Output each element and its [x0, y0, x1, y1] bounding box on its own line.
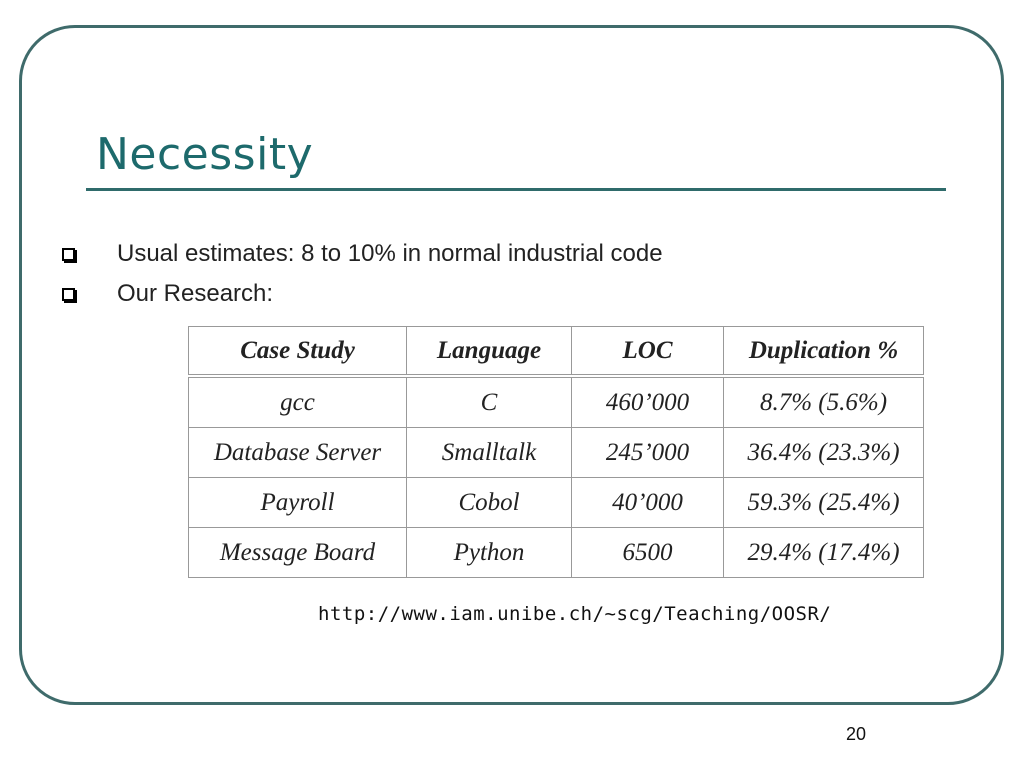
cell-case-study: Database Server — [189, 428, 407, 478]
header-language: Language — [407, 327, 572, 377]
bullet-text: Usual estimates: 8 to 10% in normal industrial code — [117, 240, 663, 267]
cell-loc: 40’000 — [572, 478, 724, 528]
slide-title: Necessity — [96, 129, 314, 180]
header-duplication: Duplication % — [724, 327, 924, 377]
bullet-text: Our Research: — [117, 280, 274, 307]
cell-duplication: 8.7% (5.6%) — [724, 376, 924, 428]
cell-language: Cobol — [407, 478, 572, 528]
cell-duplication: 36.4% (23.3%) — [724, 428, 924, 478]
checkbox-bullet-icon — [62, 248, 75, 261]
bullet-list — [62, 234, 663, 314]
title-divider — [86, 188, 946, 191]
cell-loc: 245’000 — [572, 428, 724, 478]
table-row — [189, 528, 924, 578]
cell-loc: 6500 — [572, 528, 724, 578]
bullet-item — [62, 274, 663, 314]
cell-case-study: gcc — [189, 376, 407, 428]
table-header-row — [189, 327, 924, 377]
table-row — [189, 376, 924, 428]
page-number: 20 — [846, 724, 867, 744]
duplication-table — [188, 326, 924, 578]
reference-url: http://www.iam.unibe.ch/~scg/Teaching/OOSR/ — [318, 603, 832, 625]
cell-loc: 460’000 — [572, 376, 724, 428]
header-case-study: Case Study — [189, 327, 407, 377]
cell-language: C — [407, 376, 572, 428]
header-loc: LOC — [572, 327, 724, 377]
cell-duplication: 59.3% (25.4%) — [724, 478, 924, 528]
table-row — [189, 478, 924, 528]
cell-case-study: Payroll — [189, 478, 407, 528]
cell-case-study: Message Board — [189, 528, 407, 578]
table-row — [189, 428, 924, 478]
bullet-item — [62, 234, 663, 274]
cell-language: Smalltalk — [407, 428, 572, 478]
checkbox-bullet-icon — [62, 288, 75, 301]
cell-duplication: 29.4% (17.4%) — [724, 528, 924, 578]
cell-language: Python — [407, 528, 572, 578]
